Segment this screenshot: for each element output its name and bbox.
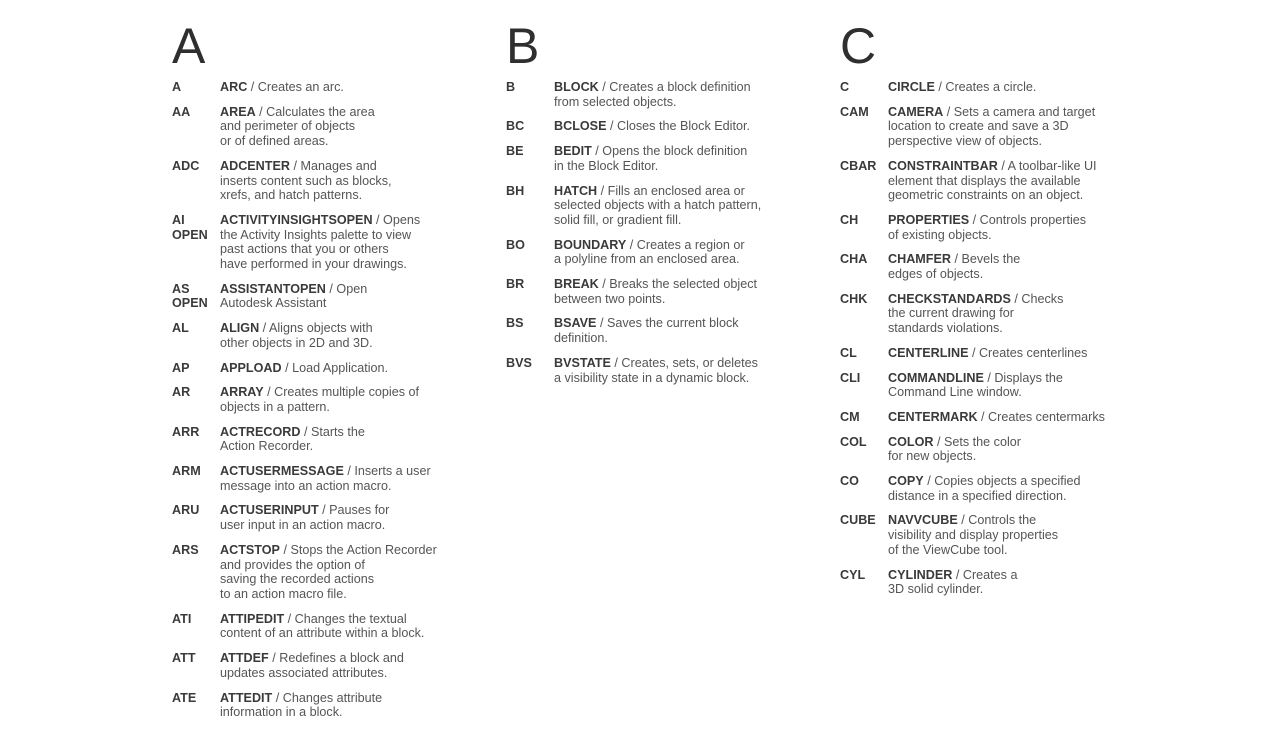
command-text: / Creates a circle. bbox=[934, 80, 1037, 94]
command-entry bbox=[840, 213, 1140, 242]
command-alias: ARR bbox=[172, 424, 200, 439]
command-entry bbox=[840, 371, 1140, 400]
command-alias: CH bbox=[840, 212, 859, 227]
command-name: CAMERA bbox=[888, 104, 944, 119]
command-name: CONSTRAINTBAR bbox=[888, 158, 998, 173]
command-entry bbox=[840, 568, 1140, 597]
command-description bbox=[220, 385, 419, 414]
command-name: BOUNDARY bbox=[554, 237, 627, 252]
command-entry bbox=[172, 425, 472, 454]
command-text: / Creates, sets, or deletes a visibility state in a dynamic block. bbox=[554, 355, 758, 385]
command-name: ATTDEF bbox=[220, 651, 269, 666]
column-a bbox=[172, 18, 472, 730]
command-description bbox=[554, 80, 751, 109]
command-description bbox=[554, 238, 745, 267]
command-entry bbox=[172, 691, 472, 720]
command-description bbox=[888, 568, 1017, 597]
command-entry bbox=[172, 80, 472, 95]
command-name: CHECKSTANDARDS bbox=[888, 291, 1011, 306]
column-c bbox=[840, 18, 1140, 607]
command-text: / Checks the current drawing for standards violations. bbox=[888, 291, 1064, 336]
command-entry bbox=[172, 503, 472, 532]
command-description bbox=[220, 651, 404, 680]
command-name: BSAVE bbox=[554, 316, 597, 331]
command-name: ACTRECORD bbox=[220, 424, 301, 439]
command-alias: BE bbox=[506, 144, 524, 159]
command-alias: AP bbox=[172, 360, 190, 375]
command-entry bbox=[172, 282, 472, 311]
command-description bbox=[888, 80, 1036, 95]
command-description bbox=[220, 543, 437, 602]
command-entry bbox=[840, 346, 1140, 361]
command-entry bbox=[172, 543, 472, 602]
section-letter: B bbox=[506, 18, 541, 74]
command-entry bbox=[840, 410, 1140, 425]
command-text: / Creates a region or a polyline from an enclosed area. bbox=[554, 237, 745, 267]
command-text: / Saves the current block definition. bbox=[554, 316, 739, 346]
command-text: / Opens the Activity Insights palette to view past actions that you or others have performed in your drawings. bbox=[220, 212, 421, 272]
command-alias: ARU bbox=[172, 503, 200, 518]
command-alias: CLI bbox=[840, 370, 861, 385]
command-alias: CO bbox=[840, 474, 859, 489]
command-alias: COL bbox=[840, 434, 867, 449]
command-text: / Opens the block definition in the Block Editor. bbox=[554, 144, 748, 173]
command-name: BVSTATE bbox=[554, 355, 611, 370]
command-description bbox=[888, 410, 1105, 425]
command-text: / Fills an enclosed area or selected objects with a hatch pattern, solid fill, or gradient fill. bbox=[554, 183, 762, 227]
command-entry bbox=[840, 435, 1140, 464]
command-text: / Starts the Action Recorder. bbox=[220, 424, 365, 454]
command-name: ARC bbox=[220, 80, 248, 94]
command-description bbox=[888, 474, 1081, 503]
command-name: COPY bbox=[888, 474, 924, 489]
command-name: BLOCK bbox=[554, 80, 599, 94]
command-description bbox=[554, 184, 761, 228]
command-text: / Pauses for user input in an action macro. bbox=[220, 503, 390, 533]
command-entry bbox=[506, 356, 806, 385]
command-text: / Manages and inserts content such as blocks, xrefs, and hatch patterns. bbox=[220, 158, 392, 203]
command-text: / Creates multiple copies of objects in a pattern. bbox=[220, 385, 420, 414]
command-description bbox=[554, 119, 750, 134]
command-description bbox=[888, 513, 1058, 557]
command-alias: A bbox=[172, 80, 182, 94]
command-name: ACTSTOP bbox=[220, 542, 280, 557]
command-alias: ADC bbox=[172, 158, 200, 173]
command-alias: ARM bbox=[172, 464, 201, 479]
command-name: ACTUSERMESSAGE bbox=[220, 464, 344, 479]
command-text: / Open Autodesk Assistant bbox=[220, 281, 368, 311]
command-text: / Copies objects a specified distance in a specified direction. bbox=[888, 474, 1081, 503]
command-alias: B bbox=[506, 80, 516, 94]
command-entry bbox=[172, 105, 472, 149]
command-entry bbox=[840, 474, 1140, 503]
command-entry bbox=[506, 119, 806, 134]
command-text: / Controls the visibility and display properties of the ViewCube tool. bbox=[888, 513, 1059, 557]
command-entry bbox=[172, 612, 472, 641]
command-name: ALIGN bbox=[220, 321, 260, 336]
command-name: CYLINDER bbox=[888, 567, 953, 582]
command-alias: BVS bbox=[506, 355, 532, 370]
command-entry bbox=[172, 385, 472, 414]
command-text: / Breaks the selected object between two points. bbox=[554, 277, 757, 306]
command-alias: AL bbox=[172, 321, 189, 336]
command-description bbox=[220, 425, 365, 454]
command-description bbox=[220, 464, 431, 493]
command-text: / Inserts a user message into an action macro. bbox=[220, 464, 431, 493]
command-name: COLOR bbox=[888, 434, 934, 449]
command-entry bbox=[840, 292, 1140, 336]
command-name: BCLOSE bbox=[554, 119, 607, 134]
command-alias: AA bbox=[172, 104, 191, 119]
command-alias: ATI bbox=[172, 611, 192, 626]
command-alias: AR bbox=[172, 385, 191, 400]
command-description bbox=[220, 105, 375, 149]
command-text: / Changes the textual content of an attribute within a block. bbox=[220, 611, 425, 641]
command-name: ADCENTER bbox=[220, 158, 290, 173]
command-alias: CBAR bbox=[840, 158, 877, 173]
command-entry bbox=[506, 316, 806, 345]
command-entry bbox=[506, 144, 806, 173]
command-alias: BC bbox=[506, 119, 525, 134]
command-text: / Closes the Block Editor. bbox=[606, 119, 750, 134]
command-name: ARRAY bbox=[220, 385, 264, 400]
command-text: / Creates an arc. bbox=[247, 80, 344, 94]
command-text: / A toolbar-like UI element that displays the available geometric constraints on an object. bbox=[888, 158, 1097, 203]
command-alias: BR bbox=[506, 277, 525, 292]
command-description bbox=[888, 346, 1087, 361]
command-alias: ARS bbox=[172, 542, 199, 557]
command-alias: AI OPEN bbox=[172, 212, 208, 242]
command-name: COMMANDLINE bbox=[888, 370, 984, 385]
command-alias: CAM bbox=[840, 104, 869, 119]
command-entry bbox=[172, 651, 472, 680]
command-description bbox=[220, 159, 392, 203]
command-name: CENTERMARK bbox=[888, 409, 978, 424]
command-name: BREAK bbox=[554, 277, 599, 292]
command-description bbox=[220, 361, 388, 376]
section-letter: A bbox=[172, 18, 207, 74]
command-text: / Sets a camera and target location to create and save a 3D perspective view of objects. bbox=[888, 104, 1096, 149]
command-alias: CM bbox=[840, 409, 860, 424]
command-alias: ATT bbox=[172, 651, 196, 666]
command-alias: CL bbox=[840, 345, 857, 360]
section-letter: C bbox=[840, 18, 878, 74]
command-name: ASSISTANTOPEN bbox=[220, 281, 326, 296]
command-description bbox=[220, 213, 420, 272]
command-description bbox=[888, 105, 1095, 149]
command-text: / Creates centerlines bbox=[968, 345, 1088, 360]
command-text: / Redefines a block and updates associated attributes. bbox=[220, 651, 404, 680]
command-name: NAVVCUBE bbox=[888, 513, 958, 528]
command-description bbox=[888, 252, 1020, 281]
command-alias: C bbox=[840, 80, 850, 94]
command-alias: BH bbox=[506, 183, 525, 198]
command-text: / Bevels the edges of objects. bbox=[888, 252, 1021, 282]
command-description bbox=[220, 612, 424, 641]
command-entry bbox=[172, 159, 472, 203]
command-alias: BO bbox=[506, 237, 525, 252]
command-entry bbox=[840, 159, 1140, 203]
command-description bbox=[888, 213, 1086, 242]
command-name: HATCH bbox=[554, 183, 598, 198]
command-alias: CHK bbox=[840, 291, 868, 306]
command-name: AREA bbox=[220, 104, 256, 119]
command-text: / Creates a block definition from selected objects. bbox=[554, 80, 751, 109]
command-name: PROPERTIES bbox=[888, 212, 970, 227]
command-entry bbox=[172, 361, 472, 376]
command-alias: CYL bbox=[840, 567, 866, 582]
command-text: / Calculates the area and perimeter of objects or of defined areas. bbox=[220, 104, 375, 149]
command-entry bbox=[506, 238, 806, 267]
command-name: ACTIVITYINSIGHTSOPEN bbox=[220, 212, 373, 227]
command-description bbox=[220, 80, 344, 95]
command-text: / Creates a 3D solid cylinder. bbox=[888, 567, 1018, 597]
command-entry bbox=[172, 464, 472, 493]
command-alias: BS bbox=[506, 316, 524, 331]
command-entry bbox=[840, 252, 1140, 281]
command-name: APPLOAD bbox=[220, 360, 282, 375]
command-alias: CUBE bbox=[840, 513, 876, 528]
command-text: / Sets the color for new objects. bbox=[888, 434, 1021, 464]
command-name: BEDIT bbox=[554, 144, 592, 159]
command-entry bbox=[172, 321, 472, 350]
command-name: CHAMFER bbox=[888, 252, 951, 267]
command-text: / Load Application. bbox=[281, 360, 389, 375]
command-text: / Creates centermarks bbox=[977, 409, 1105, 424]
command-description bbox=[554, 277, 757, 306]
command-description bbox=[220, 691, 382, 720]
command-name: CIRCLE bbox=[888, 80, 935, 94]
command-text: / Displays the Command Line window. bbox=[888, 370, 1063, 400]
command-description bbox=[888, 435, 1021, 464]
command-entry bbox=[840, 80, 1140, 95]
command-name: ATTIPEDIT bbox=[220, 611, 285, 626]
command-description bbox=[554, 144, 747, 173]
command-alias: AS OPEN bbox=[172, 281, 208, 311]
command-description bbox=[888, 292, 1063, 336]
command-text: / Controls properties of existing objects. bbox=[888, 212, 1087, 242]
command-entry bbox=[506, 184, 806, 228]
command-description bbox=[554, 356, 758, 385]
command-entry bbox=[840, 105, 1140, 149]
command-name: CENTERLINE bbox=[888, 345, 969, 360]
command-description bbox=[220, 503, 389, 532]
column-b bbox=[506, 18, 806, 395]
command-text: / Stops the Action Recorder and provides the option of saving the recorded actions to an action macro file. bbox=[220, 542, 437, 601]
command-alias: CHA bbox=[840, 252, 868, 267]
command-text: / Aligns objects with other objects in 2D and 3D. bbox=[220, 321, 373, 350]
command-entry bbox=[506, 277, 806, 306]
command-description bbox=[888, 159, 1097, 203]
command-alias: ATE bbox=[172, 690, 197, 705]
command-description bbox=[220, 321, 373, 350]
command-entry bbox=[840, 513, 1140, 557]
command-description bbox=[554, 316, 739, 345]
command-description bbox=[888, 371, 1063, 400]
command-description bbox=[220, 282, 367, 311]
command-name: ACTUSERINPUT bbox=[220, 503, 319, 518]
command-entry bbox=[506, 80, 806, 109]
command-entry bbox=[172, 213, 472, 272]
command-text: / Changes attribute information in a block. bbox=[220, 690, 383, 720]
command-name: ATTEDIT bbox=[220, 690, 273, 705]
